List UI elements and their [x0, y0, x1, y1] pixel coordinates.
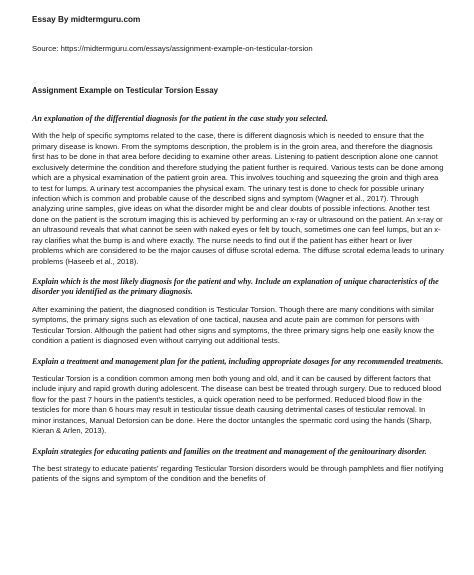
section-paragraph: Testicular Torsion is a condition common among men both young and old, and it can be caused by different factors that include injury and rapid growth during adolescent. The disease can best be treated through surgery. Due to reduced blood flow for the past 7 hours in the patient's testicles, a quick operation need to be performed. Reduced blood flow in the testicles for more than 6 hours may result in testicular tissue death causing detrimental cases of testicular removal. In minor instances, Manual Detorsion can be done. Here the doctor untangles the spermatic cord using the hands (Sharp, Kieran & Arlen, 2013). [32, 373, 442, 436]
section-paragraph: After examining the patient, the diagnosed condition is Testicular Torsion. Though there are many conditions with similar symptoms, the primary signs such as elevation of one tactical, nausea and acute pain are common for persons with Testicular Torsion. Although the patient had other signs and symptoms, the three primary signs help one easily know the condition a patient is diagnosed even without carrying out additional tests. [32, 304, 435, 346]
section-question: An explanation of the differential diagnosis for the patient in the case study you selected. [32, 114, 328, 123]
section-question: Explain which is the most likely diagnosis for the patient and why. Include an explanation of unique characteristics of the disorder you identified as the primary diagnosis. [32, 277, 439, 297]
site-name: Essay By midtermguru.com [32, 15, 141, 24]
source-line: Source: https://midtermguru.com/essays/assignment-example-on-testicular-torsion [32, 44, 313, 53]
essay-title: Assignment Example on Testicular Torsion Essay [32, 86, 219, 95]
section-question: Explain strategies for educating patients and families on the treatment and management of the genitourinary disorder. [32, 446, 427, 456]
section-paragraph: With the help of specific symptoms related to the case, there is different diagnosis which is needed to ensure that the primary disease is known. From the symptoms description, the problem is in the groin area, and therefore the diagnosis first has to be done in that area before deciding to examine other areas. Listening to patient description alone one cannot exclusively determine the condition and therefore studying the patient further is required. Various tests can be done among which are a physical examination of the patient groin area. This involves touching and squeezing the groin and thigh area to test for lumps. A urinary test accompanies the physical exam. The urinary test is done to check for possible urinary infection which is common and probable cause of the described signs and symptom (Wagner et al., 2017). Through analyzing urine samples, give ideas on what the disorder might be and clear doubts of possible infections. Another test done on the patient is the scrotum imaging this is achieved by performing an x-ray or ultrasound on the patient. An x-ray or an ultrasound reveals that what cannot be seen with naked eyes or felt by touch, sometimes one can feel lumps, but an x-ray clarifies what the bump is and where exactly. The nurse needs to find out if the patient has either heart or liver problems which are considered to be the major causes of diffuse scrotal edema. The diffuse scrotal edema leads to urinary problems (Haseeb et al., 2018). [32, 131, 444, 266]
section-question: Explain a treatment and management plan for the patient, including appropriate dosages for any recommended treatments. [32, 356, 444, 366]
essay-body [32, 114, 444, 495]
section [32, 114, 444, 267]
section [32, 277, 444, 346]
section [32, 447, 444, 485]
section-paragraph: The best strategy to educate patients' regarding Testicular Torsion disorders would be through pamphlets and flier notifying patients of the signs and symptom of the condition and the benefits of [32, 463, 444, 484]
section [32, 357, 444, 437]
